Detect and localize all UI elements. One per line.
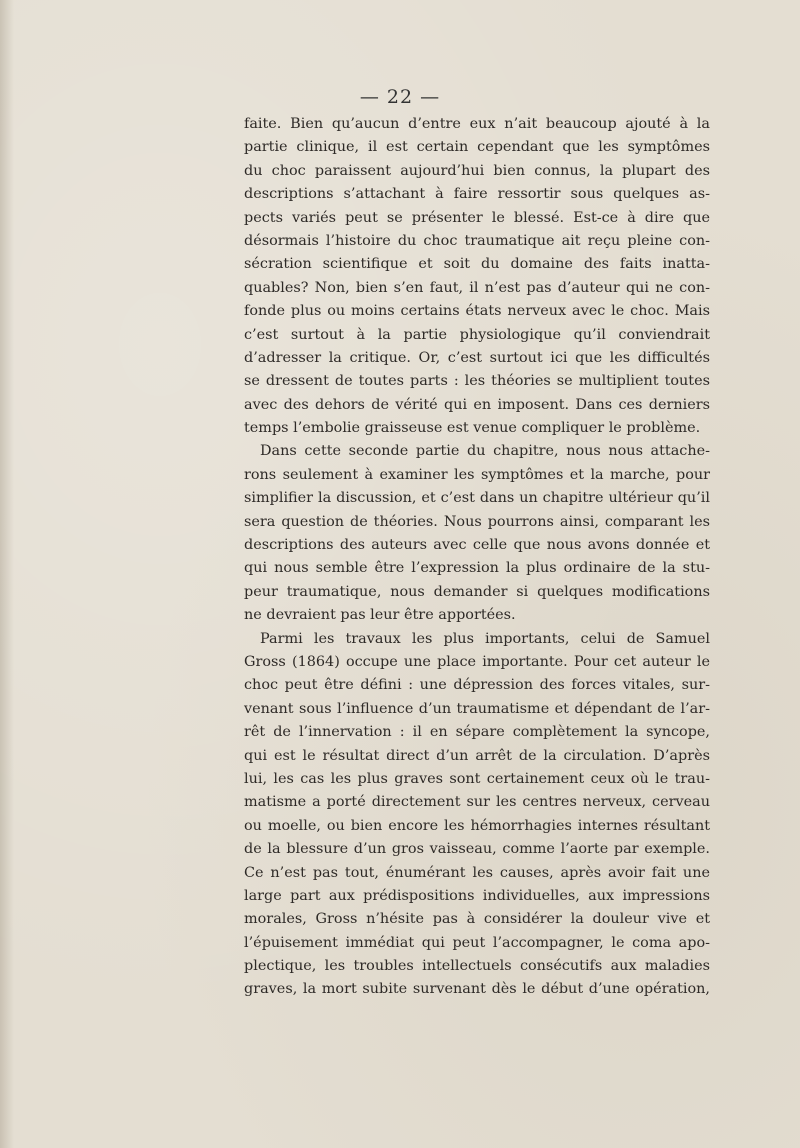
text-line: c’est surtout à la partie physiologique qu’il conviendrait <box>244 326 710 343</box>
text-line: faite. Bien qu’aucun d’entre eux n’ait beaucoup ajouté à la <box>244 116 710 132</box>
paragraph-start-line: Parmi les travaux les plus importants, celui de Samuel <box>260 630 710 647</box>
text-line: qui nous semble être l’expression la plus ordinaire de la stu- <box>244 560 710 577</box>
text-line: avec des dehors de vérité qui en imposent. Dans ces derniers <box>244 396 710 413</box>
text-line: fonde plus ou moins certains états nerveux avec le choc. Mais <box>244 303 710 320</box>
text-line: rons seulement à examiner les symptômes et la marche, pour <box>244 466 710 483</box>
text-line: quables? Non, bien s’en faut, il n’est pas d’auteur qui ne con- <box>244 279 710 296</box>
text-line: du choc paraissent aujourd’hui bien connus, la plupart des <box>244 162 710 179</box>
text-line: lui, les cas les plus graves sont certainement ceux où le trau- <box>244 770 710 787</box>
text-line: partie clinique, il est certain cependant que les symptômes <box>244 139 710 156</box>
text-line: rêt de l’innervation : il en sépare complètement la syncope, <box>244 724 710 741</box>
text-line: qui est le résultat direct d’un arrêt de la circulation. D’après <box>244 747 710 764</box>
text-line: morales, Gross n’hésite pas à considérer la douleur vive et <box>244 911 710 928</box>
text-line: de la blessure d’un gros vaisseau, comme l’aorte par exemple. <box>244 841 710 858</box>
text-line: sécration scientifique et soit du domaine des faits inatta- <box>244 256 710 273</box>
text-line: d’adresser la critique. Or, c’est surtout ici que les difficultés <box>244 349 710 366</box>
text-line: large part aux prédispositions individuelles, aux impressions <box>244 887 710 904</box>
text-line: graves, la mort subite survenant dès le début d’une opération, <box>244 981 710 998</box>
page-number: — 22 — <box>359 86 441 108</box>
text-line: matisme a porté directement sur les centres nerveux, cerveau <box>244 794 710 811</box>
text-line: ne devraient pas leur être apportées. <box>244 607 516 624</box>
text-line: désormais l’histoire du choc traumatique ait reçu pleine con- <box>244 232 710 249</box>
text-line: choc peut être défini : une dépression des forces vitales, sur- <box>244 677 710 694</box>
text-line: Ce n’est pas tout, énumérant les causes, après avoir fait une <box>244 864 710 881</box>
text-line: plectique, les troubles intellectuels consécutifs aux maladies <box>244 958 710 975</box>
paragraph-start-line: Dans cette seconde partie du chapitre, nous nous attache- <box>260 443 710 460</box>
text-line: temps l’embolie graisseuse est venue compliquer le problème. <box>244 420 701 437</box>
text-line: simplifier la discussion, et c’est dans un chapitre ultérieur qu’il <box>244 490 710 507</box>
text-line: pects variés peut se présenter le blessé. Est-ce à dire que <box>244 209 710 226</box>
text-line: descriptions s’attachant à faire ressortir sous quelques as- <box>244 186 710 203</box>
text-line: se dressent de toutes parts : les théories se multiplient toutes <box>244 373 710 390</box>
body-text <box>244 113 710 1002</box>
text-line: Gross (1864) occupe une place importante. Pour cet auteur le <box>244 653 710 670</box>
text-line: ou moelle, ou bien encore les hémorrhagies internes résultant <box>244 817 710 834</box>
text-line: descriptions des auteurs avec celle que nous avons donnée et <box>244 537 710 554</box>
text-line: venant sous l’influence d’un traumatisme et dépendant de l’ar- <box>244 700 710 717</box>
text-line: sera question de théories. Nous pourrons ainsi, comparant les <box>244 513 710 530</box>
page-gutter-shadow <box>0 0 14 1148</box>
text-line: l’épuisement immédiat qui peut l’accompagner, le coma apo- <box>244 934 710 951</box>
text-line: peur traumatique, nous demander si quelques modifications <box>244 583 710 600</box>
